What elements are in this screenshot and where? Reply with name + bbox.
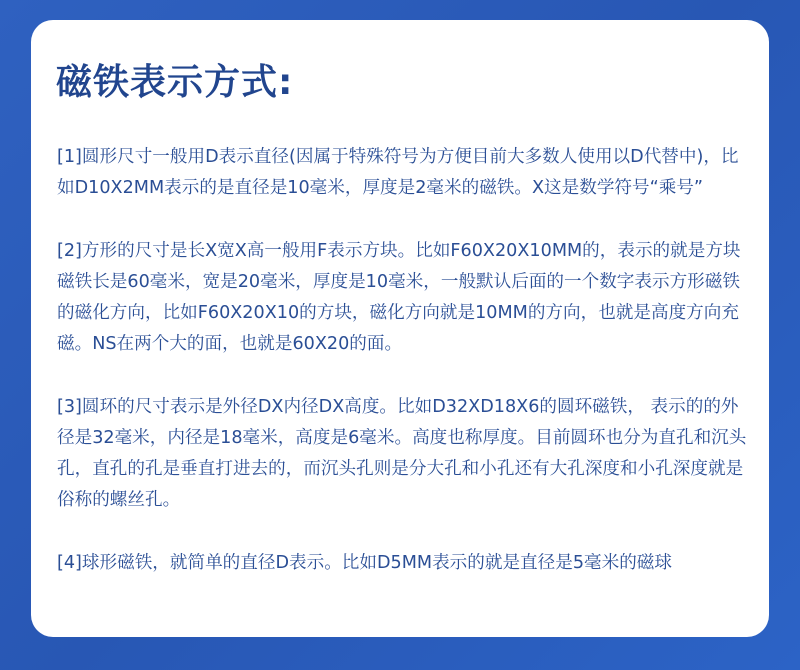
- content-card: [31, 20, 769, 637]
- paragraph-ball-magnet: [4]球形磁铁，就简单的直径D表示。比如D5MM表示的就是直径是5毫米的磁球: [57, 553, 672, 573]
- paragraph-square-magnet: [2]方形的尺寸是长X宽X高一般用F表示方块。比如F60X20X10MM的，表示的就是方块磁铁长是60毫米，宽是20毫米，厚度是10毫米，一般默认后面的一个数字表示方形磁铁的磁化方向，比如F60X20X10的方块，磁化方向就是10MM的方向，也就是高度方向充磁。NS在两个大的面，也就是60X20的面。: [57, 241, 741, 354]
- article-body: [57, 142, 747, 611]
- paragraph-ring-magnet: [3]圆环的尺寸表示是外径DX内径DX高度。比如D32XD18X6的圆环磁铁， 表示的的外径是32毫米，内径是18毫米，高度是6毫米。高度也称厚度。目前圆环也分为直孔和沉头孔，直孔的孔是垂直打进去的，而沉头孔则是分大孔和小孔还有大孔深度和小孔深度就是俗称的螺丝孔。: [57, 397, 747, 510]
- page-title: 磁铁表示方式:: [56, 62, 294, 103]
- paragraph-round-magnet: [1]圆形尺寸一般用D表示直径(因属于特殊符号为方便目前大多数人使用以D代替中)，比如D10X2MM表示的是直径是10毫米，厚度是2毫米的磁铁。X这是数学符号“乘号”: [57, 147, 739, 198]
